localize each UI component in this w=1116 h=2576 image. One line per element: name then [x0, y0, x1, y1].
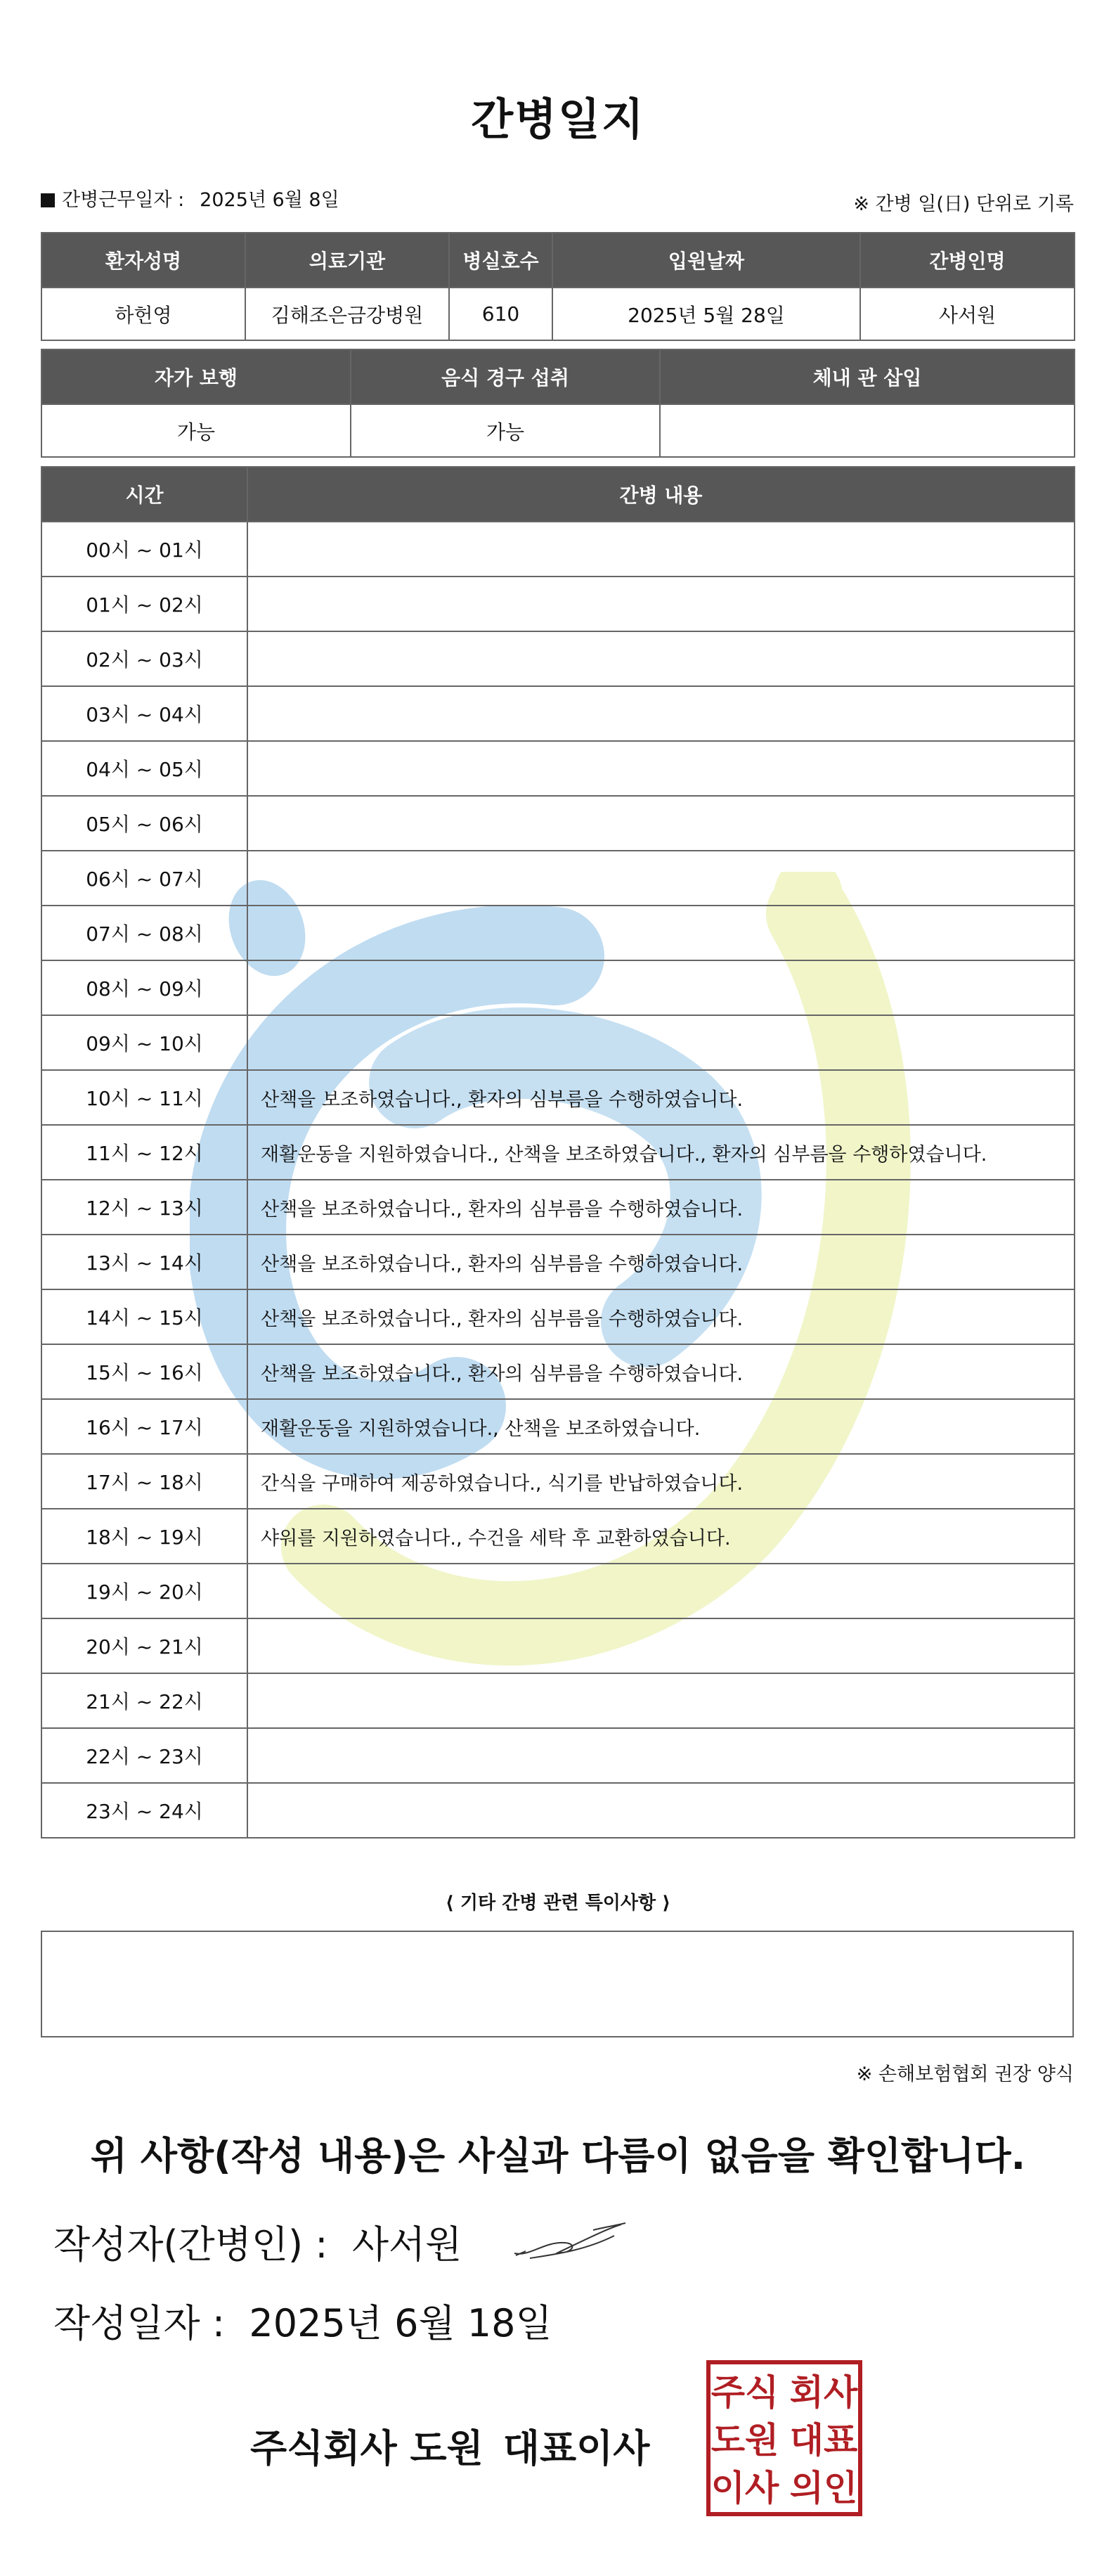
table-row	[41, 1344, 1075, 1399]
patient-name: 하헌영	[41, 288, 245, 340]
table-row	[41, 1618, 1075, 1673]
svg-text:도원: 도원	[711, 2420, 779, 2461]
care-content: 산책을 보조하였습니다., 환자의 심부름을 수행하였습니다.	[247, 1289, 1075, 1344]
care-content	[247, 631, 1075, 686]
writer-label: 작성자(간병인) :	[53, 2222, 328, 2267]
room-number: 610	[449, 288, 552, 340]
table-row	[41, 796, 1075, 851]
unit-note: ※ 간병 일(日) 단위로 기록	[853, 193, 1074, 215]
time-slot: 19시 ~ 20시	[41, 1564, 247, 1618]
table-row	[41, 1070, 1075, 1125]
header-care-content: 간병 내용	[247, 467, 1075, 522]
table-row	[41, 631, 1075, 686]
company-representative: 대표이사	[502, 2426, 650, 2471]
time-slot: 01시 ~ 02시	[41, 577, 247, 631]
time-slot: 10시 ~ 11시	[41, 1070, 247, 1125]
time-slot: 18시 ~ 19시	[41, 1509, 247, 1564]
write-date-label: 작성일자 :	[53, 2301, 226, 2345]
care-content	[247, 851, 1075, 906]
care-content	[247, 1015, 1075, 1070]
patient-status-table	[41, 349, 1075, 458]
caregiver-name: 사서원	[860, 288, 1075, 340]
time-slot: 15시 ~ 16시	[41, 1344, 247, 1399]
care-content: 샤워를 지원하였습니다., 수건을 세탁 후 교환하였습니다.	[247, 1509, 1075, 1564]
svg-text:대표: 대표	[789, 2420, 858, 2461]
table-row	[41, 577, 1075, 631]
table-row	[41, 1454, 1075, 1509]
header-tube-insertion: 체내 관 삽입	[660, 349, 1075, 404]
table-row	[41, 851, 1075, 906]
time-slot: 23시 ~ 24시	[41, 1783, 247, 1838]
care-content	[247, 686, 1075, 741]
header-self-walking: 자가 보행	[41, 349, 351, 404]
care-log-body	[41, 522, 1075, 1838]
table-row	[41, 522, 1075, 577]
table-row	[41, 1564, 1075, 1618]
table-row	[41, 1399, 1075, 1454]
write-date-line	[53, 2293, 552, 2348]
time-slot: 06시 ~ 07시	[41, 851, 247, 906]
etc-section-title: ⟨ 기타 간병 관련 특이사항 ⟩	[445, 1893, 671, 1914]
care-content: 간식을 구매하여 제공하였습니다., 식기를 반납하였습니다.	[247, 1454, 1075, 1509]
care-content	[247, 522, 1075, 577]
care-content: 산책을 보조하였습니다., 환자의 심부름을 수행하였습니다.	[247, 1344, 1075, 1399]
header-time: 시간	[41, 467, 247, 522]
time-slot: 02시 ~ 03시	[41, 631, 247, 686]
header-patient-name: 환자성명	[41, 233, 245, 288]
time-slot: 21시 ~ 22시	[41, 1673, 247, 1728]
table-row	[41, 1235, 1075, 1289]
time-slot: 17시 ~ 18시	[41, 1454, 247, 1509]
time-slot: 07시 ~ 08시	[41, 906, 247, 960]
signature-image	[509, 2215, 628, 2271]
care-content	[247, 1618, 1075, 1673]
care-content	[247, 906, 1075, 960]
company-seal-stamp	[706, 2359, 863, 2517]
table-row	[41, 1180, 1075, 1235]
time-slot: 11시 ~ 12시	[41, 1125, 247, 1180]
writer-name: 사서원	[351, 2222, 462, 2267]
care-content	[247, 1564, 1075, 1618]
care-content	[247, 796, 1075, 851]
table-row	[41, 1289, 1075, 1344]
time-slot: 05시 ~ 06시	[41, 796, 247, 851]
care-content: 산책을 보조하였습니다., 환자의 심부름을 수행하였습니다.	[247, 1235, 1075, 1289]
care-content	[247, 1673, 1075, 1728]
time-slot: 14시 ~ 15시	[41, 1289, 247, 1344]
square-bullet-icon	[41, 193, 55, 207]
work-date-label: 간병근무일자 :	[62, 189, 185, 211]
care-content: 재활운동을 지원하였습니다., 산책을 보조하였습니다.	[247, 1399, 1075, 1454]
care-content	[247, 577, 1075, 631]
care-content: 산책을 보조하였습니다., 환자의 심부름을 수행하였습니다.	[247, 1070, 1075, 1125]
table-row	[41, 741, 1075, 796]
work-date-value: 2025년 6월 8일	[200, 189, 339, 211]
table-row	[41, 1783, 1075, 1838]
table-row	[41, 960, 1075, 1015]
care-content	[247, 1783, 1075, 1838]
table-row	[41, 1509, 1075, 1564]
time-slot: 16시 ~ 17시	[41, 1399, 247, 1454]
confirm-statement: 위 사항(작성 내용)은 사실과 다름이 없음을 확인합니다.	[90, 2134, 1026, 2178]
company-name: 주식회사 도원	[250, 2426, 484, 2471]
table-row	[41, 1125, 1075, 1180]
etc-notes-box	[41, 1931, 1074, 2037]
time-slot: 12시 ~ 13시	[41, 1180, 247, 1235]
table-row	[41, 1015, 1075, 1070]
time-slot: 03시 ~ 04시	[41, 686, 247, 741]
table-row	[41, 1673, 1075, 1728]
care-content	[247, 1728, 1075, 1783]
write-date-value: 2025년 6월 18일	[249, 2301, 552, 2345]
self-walking-value: 가능	[41, 404, 351, 457]
time-slot: 09시 ~ 10시	[41, 1015, 247, 1070]
svg-text:주식: 주식	[711, 2372, 779, 2413]
time-slot: 13시 ~ 14시	[41, 1235, 247, 1289]
table-row	[41, 1728, 1075, 1783]
care-content	[247, 741, 1075, 796]
writer-line	[53, 2215, 462, 2269]
recommend-note: ※ 손해보험협회 권장 양식	[856, 2063, 1074, 2085]
oral-intake-value: 가능	[351, 404, 660, 457]
care-content: 산책을 보조하였습니다., 환자의 심부름을 수행하였습니다.	[247, 1180, 1075, 1235]
care-content	[247, 960, 1075, 1015]
svg-text:의인: 의인	[789, 2468, 858, 2509]
time-slot: 04시 ~ 05시	[41, 741, 247, 796]
svg-text:이사: 이사	[711, 2468, 779, 2509]
header-hospital: 의료기관	[245, 233, 449, 288]
hospital-name: 김해조은금강병원	[245, 288, 449, 340]
header-oral-intake: 음식 경구 섭취	[351, 349, 660, 404]
header-room: 병실호수	[449, 233, 552, 288]
time-slot: 08시 ~ 09시	[41, 960, 247, 1015]
tube-insertion-value	[660, 404, 1075, 457]
work-date	[41, 184, 339, 212]
table-row	[41, 686, 1075, 741]
page-title: 간병일지	[471, 94, 645, 145]
care-log-table	[41, 466, 1075, 1838]
care-content: 재활운동을 지원하였습니다., 산책을 보조하였습니다., 환자의 심부름을 수행하였습니다.	[247, 1125, 1075, 1180]
company-signoff	[250, 2419, 649, 2473]
header-caregiver-name: 간병인명	[860, 233, 1075, 288]
patient-info-table	[41, 232, 1075, 341]
header-admission-date: 입원날짜	[552, 233, 860, 288]
table-row	[41, 906, 1075, 960]
time-slot: 22시 ~ 23시	[41, 1728, 247, 1783]
time-slot: 20시 ~ 21시	[41, 1618, 247, 1673]
admission-date: 2025년 5월 28일	[552, 288, 860, 340]
time-slot: 00시 ~ 01시	[41, 522, 247, 577]
svg-text:회사: 회사	[789, 2372, 858, 2413]
